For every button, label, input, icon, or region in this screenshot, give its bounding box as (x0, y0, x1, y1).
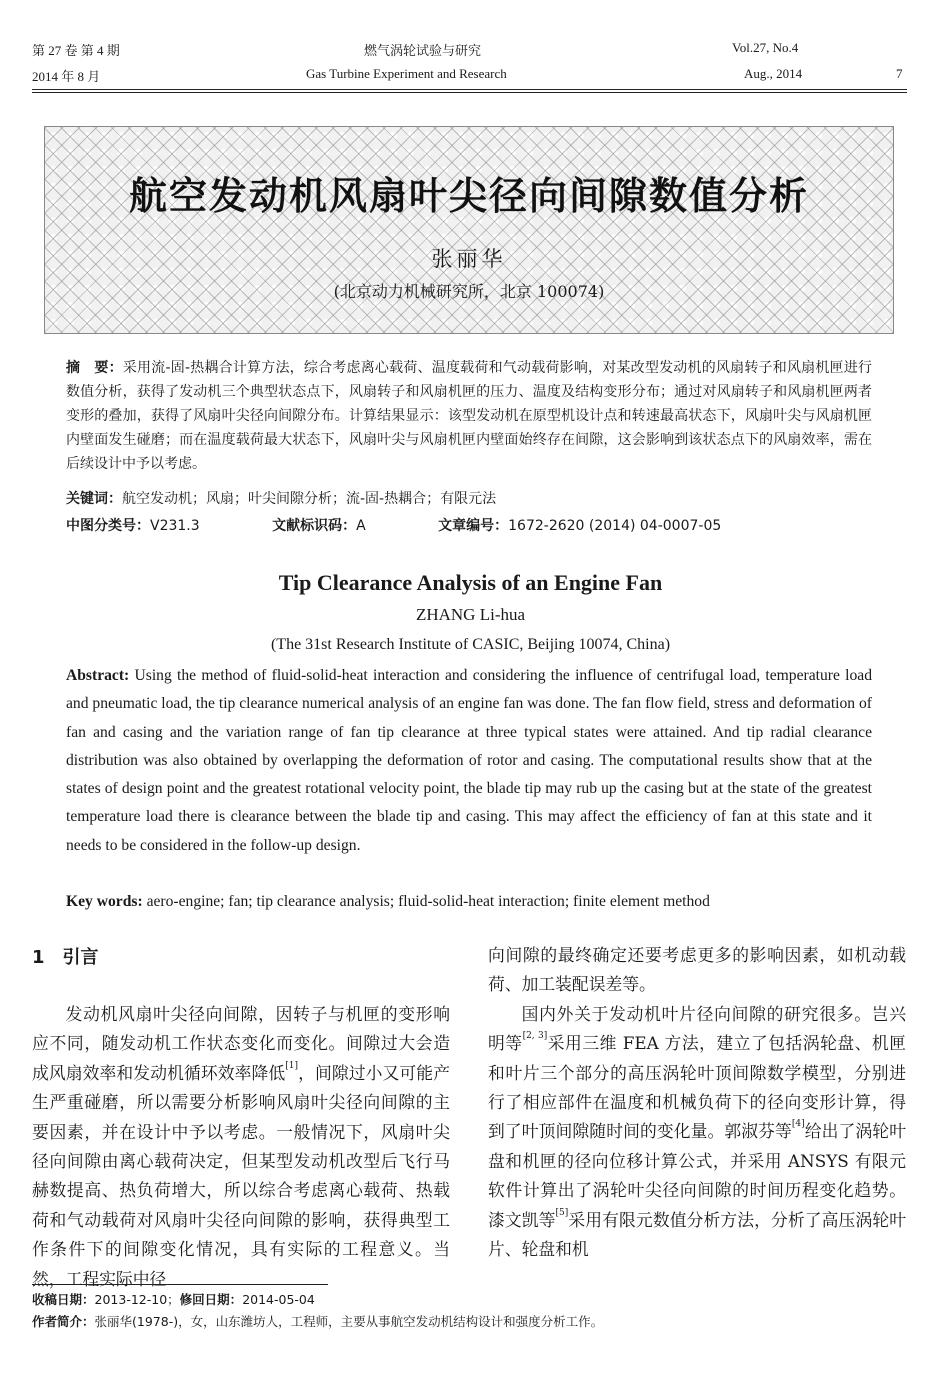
en-keywords-text: aero-engine; fan; tip clearance analysis; fluid-solid-heat interaction; finite element method (142, 893, 710, 910)
clc-number (66, 514, 234, 538)
author-name: 张丽华 (431, 247, 507, 271)
right-column (488, 941, 906, 1264)
received-date: 2013-12-10； (94, 1292, 180, 1307)
intro-paragraph-1 (32, 1000, 450, 1294)
en-affiliation: (The 31st Research Institute of CASIC, Beijing 10074, China) (270, 636, 671, 653)
cn-abstract (66, 356, 872, 476)
en-abstract-text: Using the method of fluid-solid-heat interaction and considering the influence of centrifugal load, temperature load and pneumatic load, the tip clearance numerical analysis of an engine fan was done. The fan flow field, stress and deformation of fan and casing and the variation range of fan tip clearance at three typical states were attained. And tip radial clearance distribution was also obtained by overlapping the deformation of rotor and casing. The computational results show that at the states of design point and the greatest rotational velocity point, the blade tip may rub up the casing but at the state of the greatest temperature load there is clearance between the blade tip and casing. This may affect the efficiency of fan at this state and it needs to be considered in the follow-up design. (66, 667, 872, 854)
cn-keywords-text: 航空发动机；风扇；叶尖间隙分析；流-固-热耦合；有限元法 (122, 491, 497, 507)
article-label: 文章编号： (438, 518, 509, 534)
paragraph-text: ，间隙过小又可能产生严重碰磨，所以需要分析影响风扇叶尖径向间隙的主要因素，并在设计中予以考虑。一般情况下，风扇叶尖径向间隙由离心载荷决定，但某型发动机改型后飞行马赫数提高、热负荷增大，所以综合考虑离心载荷、热载荷和气动载荷对风扇叶尖径向间隙的影响，获得典型工作条件下的间隙变化情况，具有实际的工程意义。当然，工程实际中径 (32, 1062, 450, 1289)
intro-paragraph-2 (488, 1000, 906, 1265)
footnote-rule (32, 1284, 328, 1285)
document-code (272, 514, 400, 538)
doc-value: A (356, 518, 366, 534)
revised-date: 2014-05-04 (242, 1292, 315, 1307)
paragraph-text: 发动机风扇叶尖径向间隙，因转子与机匣的变形响应不同，随发动机工作状态变化而变化。间隙过大会造成风扇效率和发动机循环效率降低 (32, 1004, 450, 1083)
citation: [2, 3] (522, 1031, 548, 1042)
page-title: 航空发动机风扇叶尖径向间隙数值分析 (128, 174, 809, 218)
citation: [4] (791, 1119, 805, 1130)
header-rule-double (32, 92, 907, 93)
paragraph-text: 给出了涡轮叶盘和机匣的径向位移计算公式，并采用 ANSYS 有限元软件计算出了涡轮叶尖径向间隙的时间历程变化趋势。漆文凯等 (488, 1121, 906, 1230)
en-keywords (66, 888, 872, 916)
author-bio-text: 张丽华(1978-)，女，山东潍坊人，工程师，主要从事航空发动机结构设计和强度分析工作。 (94, 1314, 604, 1329)
paragraph-text: 国内外关于发动机叶片径向间隙的研究很多。岂兴明等 (488, 1003, 906, 1054)
section-heading: 1 引言 (32, 947, 99, 968)
footnote-author-bio (32, 1312, 603, 1330)
en-author: ZHANG Li-hua (415, 605, 526, 624)
cn-keywords-label: 关键词： (66, 491, 122, 507)
volume-en: Vol.27, No.4 (732, 40, 799, 55)
title-block (44, 126, 894, 334)
paragraph-text: 采用三维 FEA 方法，建立了包括涡轮盘、机匣和叶片三个部分的高压涡轮叶顶间隙数学模型，分别进行了相应部件在温度和机械负荷下的径向变形计算，得到了叶顶间隙随时间的变化量。郭淑芬等 (488, 1033, 906, 1142)
doc-label: 文献标识码： (272, 518, 357, 534)
journal-volume: 第 27 卷 第 4 期 (32, 43, 120, 58)
clc-label: 中图分类号： (66, 518, 150, 534)
issue-date-cn: 2014 年 8 月 (32, 69, 101, 84)
cn-abstract-label: 摘 要： (66, 360, 123, 376)
en-abstract (66, 662, 872, 860)
author-affiliation: (北京动力机械研究所，北京 100074) (333, 282, 605, 301)
cn-keywords (66, 487, 872, 511)
en-keywords-label: Key words: (66, 893, 143, 910)
issue-date-en: Aug., 2014 (744, 66, 803, 81)
journal-name-cn: 燃气涡轮试验与研究 (364, 43, 482, 58)
author-bio-label: 作者简介： (32, 1314, 95, 1329)
en-title: Tip Clearance Analysis of an Engine Fan (278, 570, 663, 595)
article-number (438, 514, 755, 538)
citation: [1] (285, 1060, 299, 1071)
clc-value: V231.3 (150, 518, 200, 534)
header-rule (32, 89, 907, 90)
footnote-dates (32, 1290, 315, 1308)
cn-abstract-text: 采用流-固-热耦合计算方法，综合考虑离心载荷、温度载荷和气动载荷影响，对某改型发动机的风扇转子和风扇机匣进行数值分析，获得了发动机三个典型状态点下，风扇转子和风扇机匣的压力、温度及结构变形分布；通过对风扇转子和风扇机匣两者变形的叠加，获得了风扇叶尖径向间隙分布。计算结果显示：该型发动机在原型机设计点和转速最高状态下，风扇叶尖与风扇机匣内壁面发生碰磨；而在温度载荷最大状态下，风扇叶尖与风扇机匣内壁面始终存在间隙，这会影响到该状态点下的风扇效率，需在后续设计中予以考虑。 (66, 360, 873, 472)
revised-label: 修回日期： (179, 1292, 243, 1307)
page-number: 7 (896, 66, 903, 81)
paragraph-text: 采用有限元数值分析方法，分析了高压涡轮叶片、轮盘和机 (488, 1209, 906, 1260)
classification-line (66, 514, 872, 538)
article-value: 1672-2620 (2014) 04-0007-05 (508, 518, 722, 534)
intro-paragraph-1-cont: 向间隙的最终确定还要考虑更多的影响因素，如机动载荷、加工装配误差等。 (488, 945, 906, 995)
received-label: 收稿日期： (32, 1292, 95, 1307)
left-column (32, 1000, 450, 1294)
journal-name-en: Gas Turbine Experiment and Research (306, 66, 507, 81)
citation: [5] (555, 1207, 569, 1218)
en-abstract-label: Abstract: (66, 667, 130, 684)
